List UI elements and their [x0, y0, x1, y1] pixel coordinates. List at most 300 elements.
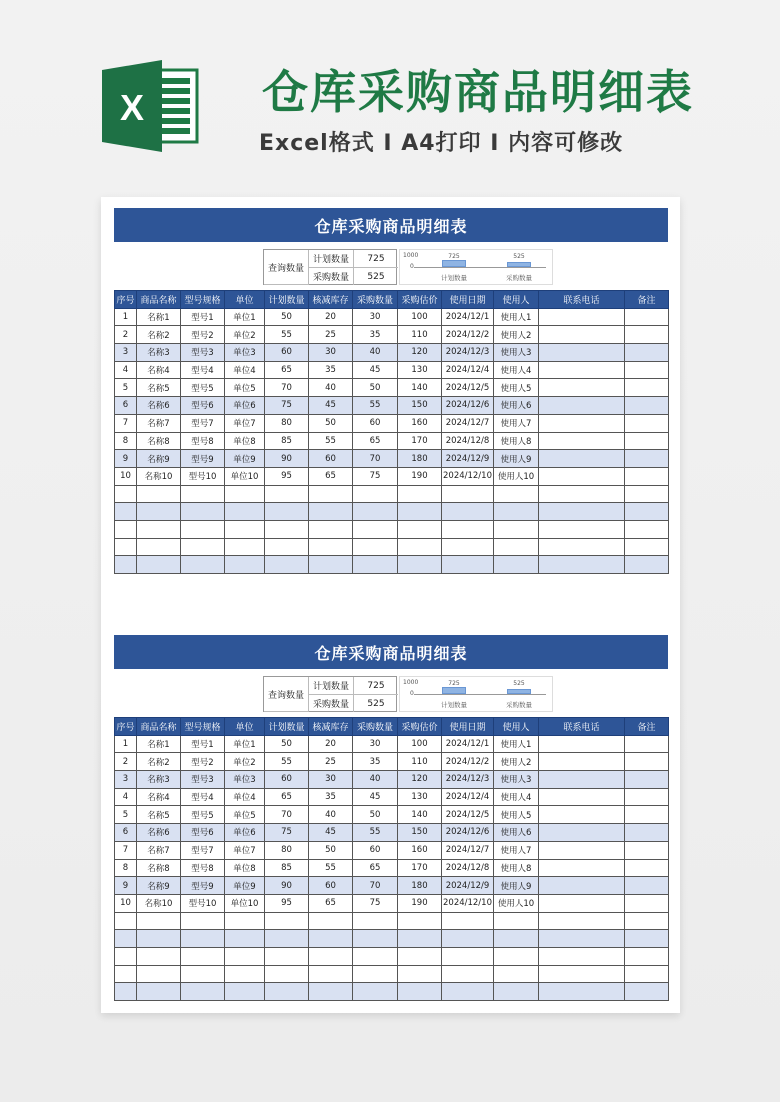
- table-cell[interactable]: 名称1: [137, 308, 181, 326]
- table-cell[interactable]: 6: [115, 824, 137, 842]
- table-cell[interactable]: [265, 983, 309, 1001]
- table-cell[interactable]: 2024/12/6: [442, 824, 494, 842]
- table-cell[interactable]: 150: [398, 397, 442, 415]
- table-cell[interactable]: 130: [398, 788, 442, 806]
- table-cell[interactable]: 2024/12/9: [442, 877, 494, 895]
- column-header[interactable]: 单位: [225, 718, 265, 736]
- table-cell[interactable]: 单位6: [225, 397, 265, 415]
- table-cell[interactable]: 70: [265, 806, 309, 824]
- query-purchase-value[interactable]: 525: [367, 271, 385, 282]
- table-cell[interactable]: [398, 947, 442, 965]
- table-cell[interactable]: 60: [309, 877, 353, 895]
- table-cell[interactable]: [398, 930, 442, 948]
- table-cell[interactable]: [442, 503, 494, 521]
- table-cell[interactable]: [539, 326, 625, 344]
- column-header[interactable]: 联系电话: [539, 291, 625, 309]
- table-cell[interactable]: 2: [115, 326, 137, 344]
- table-cell[interactable]: [115, 520, 137, 538]
- table-cell[interactable]: 120: [398, 771, 442, 789]
- table-cell[interactable]: [137, 556, 181, 574]
- table-cell[interactable]: [137, 520, 181, 538]
- table-cell[interactable]: 65: [265, 361, 309, 379]
- table-cell[interactable]: [225, 930, 265, 948]
- table-cell[interactable]: [539, 965, 625, 983]
- table-cell[interactable]: 单位4: [225, 361, 265, 379]
- table-cell[interactable]: 50: [309, 841, 353, 859]
- table-cell[interactable]: 80: [265, 841, 309, 859]
- table-cell[interactable]: 型号8: [181, 432, 225, 450]
- table-cell[interactable]: 7: [115, 841, 137, 859]
- table-cell[interactable]: 使用人10: [494, 894, 539, 912]
- table-cell[interactable]: [625, 450, 669, 468]
- table-cell[interactable]: [137, 538, 181, 556]
- table-cell[interactable]: 单位6: [225, 824, 265, 842]
- table-cell[interactable]: 30: [353, 735, 398, 753]
- table-cell[interactable]: [225, 912, 265, 930]
- table-cell[interactable]: 170: [398, 859, 442, 877]
- table-cell[interactable]: 使用人8: [494, 432, 539, 450]
- table-cell[interactable]: [625, 308, 669, 326]
- table-cell[interactable]: 型号8: [181, 859, 225, 877]
- table-cell[interactable]: [225, 520, 265, 538]
- table-cell[interactable]: 40: [309, 806, 353, 824]
- table-cell[interactable]: [115, 930, 137, 948]
- table-cell[interactable]: 名称6: [137, 397, 181, 415]
- table-cell[interactable]: 使用人2: [494, 753, 539, 771]
- table-cell[interactable]: 40: [309, 379, 353, 397]
- table-cell[interactable]: 50: [265, 308, 309, 326]
- table-cell[interactable]: [137, 930, 181, 948]
- table-cell[interactable]: 型号5: [181, 379, 225, 397]
- table-cell[interactable]: 80: [265, 414, 309, 432]
- table-cell[interactable]: 130: [398, 361, 442, 379]
- table-cell[interactable]: [625, 485, 669, 503]
- table-cell[interactable]: 名称9: [137, 877, 181, 895]
- table-cell[interactable]: [625, 965, 669, 983]
- table-cell[interactable]: 使用人9: [494, 877, 539, 895]
- table-cell[interactable]: [539, 308, 625, 326]
- table-cell[interactable]: [625, 806, 669, 824]
- table-cell[interactable]: 2024/12/7: [442, 414, 494, 432]
- table-cell[interactable]: 70: [353, 877, 398, 895]
- table-cell[interactable]: [353, 912, 398, 930]
- table-cell[interactable]: 2: [115, 753, 137, 771]
- table-cell[interactable]: 65: [353, 859, 398, 877]
- table-cell[interactable]: [539, 556, 625, 574]
- table-cell[interactable]: 使用人6: [494, 824, 539, 842]
- table-cell[interactable]: [225, 983, 265, 1001]
- table-cell[interactable]: 型号3: [181, 771, 225, 789]
- table-cell[interactable]: [181, 485, 225, 503]
- table-cell[interactable]: [309, 503, 353, 521]
- table-cell[interactable]: 使用人8: [494, 859, 539, 877]
- table-cell[interactable]: 单位8: [225, 859, 265, 877]
- table-cell[interactable]: [539, 485, 625, 503]
- table-cell[interactable]: [494, 503, 539, 521]
- table-cell[interactable]: [539, 788, 625, 806]
- table-cell[interactable]: [539, 361, 625, 379]
- table-cell[interactable]: 名称7: [137, 841, 181, 859]
- table-cell[interactable]: 35: [353, 753, 398, 771]
- table-cell[interactable]: 90: [265, 450, 309, 468]
- table-cell[interactable]: 2024/12/8: [442, 859, 494, 877]
- table-cell[interactable]: [442, 930, 494, 948]
- table-cell[interactable]: [309, 930, 353, 948]
- query-plan-value[interactable]: 725: [354, 250, 398, 268]
- table-cell[interactable]: 型号4: [181, 788, 225, 806]
- table-cell[interactable]: 5: [115, 379, 137, 397]
- table-cell[interactable]: 使用人4: [494, 788, 539, 806]
- table-cell[interactable]: 2024/12/5: [442, 806, 494, 824]
- table-cell[interactable]: 使用人1: [494, 735, 539, 753]
- column-header[interactable]: 核减库存: [309, 291, 353, 309]
- table-cell[interactable]: [539, 735, 625, 753]
- table-cell[interactable]: [225, 965, 265, 983]
- table-cell[interactable]: [539, 520, 625, 538]
- table-cell[interactable]: 名称5: [137, 379, 181, 397]
- table-cell[interactable]: 型号3: [181, 344, 225, 362]
- table-cell[interactable]: [539, 379, 625, 397]
- table-cell[interactable]: 75: [353, 894, 398, 912]
- table-cell[interactable]: 85: [265, 432, 309, 450]
- table-cell[interactable]: 2024/12/1: [442, 735, 494, 753]
- column-header[interactable]: 使用日期: [442, 291, 494, 309]
- table-cell[interactable]: 单位10: [225, 467, 265, 485]
- table-cell[interactable]: [309, 983, 353, 1001]
- table-cell[interactable]: 型号6: [181, 397, 225, 415]
- table-cell[interactable]: [181, 538, 225, 556]
- table-cell[interactable]: 60: [353, 841, 398, 859]
- table-cell[interactable]: 使用人5: [494, 806, 539, 824]
- table-cell[interactable]: 10: [115, 894, 137, 912]
- table-cell[interactable]: 180: [398, 877, 442, 895]
- table-cell[interactable]: [398, 538, 442, 556]
- table-cell[interactable]: [265, 965, 309, 983]
- table-cell[interactable]: [115, 965, 137, 983]
- table-cell[interactable]: 名称3: [137, 344, 181, 362]
- table-cell[interactable]: [265, 947, 309, 965]
- table-cell[interactable]: 95: [265, 467, 309, 485]
- table-cell[interactable]: 型号1: [181, 735, 225, 753]
- table-cell[interactable]: 单位2: [225, 326, 265, 344]
- table-cell[interactable]: 45: [353, 361, 398, 379]
- table-cell[interactable]: 使用人2: [494, 326, 539, 344]
- table-cell[interactable]: 单位2: [225, 753, 265, 771]
- table-cell[interactable]: [398, 983, 442, 1001]
- table-cell[interactable]: 名称4: [137, 361, 181, 379]
- column-header[interactable]: 采购估价: [398, 718, 442, 736]
- table-cell[interactable]: 单位3: [225, 344, 265, 362]
- table-cell[interactable]: 型号2: [181, 753, 225, 771]
- table-cell[interactable]: 名称10: [137, 894, 181, 912]
- table-cell[interactable]: [625, 467, 669, 485]
- table-cell[interactable]: 55: [265, 326, 309, 344]
- table-cell[interactable]: [265, 912, 309, 930]
- table-cell[interactable]: [442, 947, 494, 965]
- table-cell[interactable]: 35: [309, 788, 353, 806]
- column-header[interactable]: 采购估价: [398, 291, 442, 309]
- table-cell[interactable]: 型号9: [181, 877, 225, 895]
- table-cell[interactable]: [225, 556, 265, 574]
- table-cell[interactable]: 9: [115, 450, 137, 468]
- table-cell[interactable]: [539, 859, 625, 877]
- column-header[interactable]: 计划数量: [265, 291, 309, 309]
- table-cell[interactable]: [398, 965, 442, 983]
- table-cell[interactable]: [115, 485, 137, 503]
- table-cell[interactable]: [625, 503, 669, 521]
- table-cell[interactable]: [137, 965, 181, 983]
- table-cell[interactable]: 70: [353, 450, 398, 468]
- table-cell[interactable]: 170: [398, 432, 442, 450]
- table-cell[interactable]: 使用人10: [494, 467, 539, 485]
- table-cell[interactable]: 30: [309, 771, 353, 789]
- column-header[interactable]: 单位: [225, 291, 265, 309]
- table-cell[interactable]: 60: [265, 344, 309, 362]
- table-cell[interactable]: [625, 947, 669, 965]
- table-cell[interactable]: [539, 771, 625, 789]
- table-cell[interactable]: 名称1: [137, 735, 181, 753]
- table-cell[interactable]: 75: [265, 824, 309, 842]
- table-cell[interactable]: [539, 983, 625, 1001]
- table-cell[interactable]: 5: [115, 806, 137, 824]
- table-cell[interactable]: 25: [309, 753, 353, 771]
- table-cell[interactable]: [353, 503, 398, 521]
- table-cell[interactable]: 使用人1: [494, 308, 539, 326]
- table-cell[interactable]: 型号10: [181, 467, 225, 485]
- table-cell[interactable]: 单位10: [225, 894, 265, 912]
- table-cell[interactable]: 型号2: [181, 326, 225, 344]
- table-cell[interactable]: 50: [353, 806, 398, 824]
- table-cell[interactable]: [137, 485, 181, 503]
- column-header[interactable]: 联系电话: [539, 718, 625, 736]
- table-cell[interactable]: [137, 503, 181, 521]
- table-cell[interactable]: [625, 894, 669, 912]
- table-cell[interactable]: [309, 947, 353, 965]
- table-cell[interactable]: 2024/12/5: [442, 379, 494, 397]
- column-header[interactable]: 型号规格: [181, 718, 225, 736]
- table-cell[interactable]: 110: [398, 753, 442, 771]
- table-cell[interactable]: 名称3: [137, 771, 181, 789]
- table-cell[interactable]: [181, 503, 225, 521]
- table-cell[interactable]: [398, 485, 442, 503]
- table-cell[interactable]: [309, 965, 353, 983]
- table-cell[interactable]: 名称9: [137, 450, 181, 468]
- table-cell[interactable]: 55: [265, 753, 309, 771]
- table-cell[interactable]: 140: [398, 806, 442, 824]
- column-header[interactable]: 序号: [115, 291, 137, 309]
- table-cell[interactable]: 60: [309, 450, 353, 468]
- table-cell[interactable]: 120: [398, 344, 442, 362]
- table-cell[interactable]: [442, 556, 494, 574]
- table-cell[interactable]: [625, 379, 669, 397]
- table-cell[interactable]: [539, 503, 625, 521]
- table-cell[interactable]: [115, 503, 137, 521]
- table-cell[interactable]: 使用人9: [494, 450, 539, 468]
- table-cell[interactable]: [625, 414, 669, 432]
- table-cell[interactable]: 40: [353, 771, 398, 789]
- table-cell[interactable]: [625, 788, 669, 806]
- table-cell[interactable]: [539, 467, 625, 485]
- column-header[interactable]: 使用人: [494, 291, 539, 309]
- table-cell[interactable]: [539, 806, 625, 824]
- table-cell[interactable]: [539, 930, 625, 948]
- table-cell[interactable]: 型号9: [181, 450, 225, 468]
- table-cell[interactable]: 100: [398, 735, 442, 753]
- table-cell[interactable]: [225, 538, 265, 556]
- table-cell[interactable]: 55: [309, 859, 353, 877]
- table-cell[interactable]: 45: [309, 397, 353, 415]
- table-cell[interactable]: [494, 538, 539, 556]
- table-cell[interactable]: [137, 947, 181, 965]
- table-cell[interactable]: [494, 485, 539, 503]
- column-header[interactable]: 备注: [625, 291, 669, 309]
- table-cell[interactable]: 4: [115, 361, 137, 379]
- table-cell[interactable]: [625, 735, 669, 753]
- table-cell[interactable]: 使用人5: [494, 379, 539, 397]
- table-cell[interactable]: 名称8: [137, 432, 181, 450]
- table-cell[interactable]: [398, 912, 442, 930]
- table-cell[interactable]: 2024/12/4: [442, 361, 494, 379]
- table-cell[interactable]: 150: [398, 824, 442, 842]
- table-cell[interactable]: 60: [265, 771, 309, 789]
- table-cell[interactable]: 型号7: [181, 414, 225, 432]
- table-cell[interactable]: [225, 503, 265, 521]
- table-cell[interactable]: [137, 983, 181, 1001]
- table-cell[interactable]: [181, 930, 225, 948]
- table-cell[interactable]: 单位5: [225, 806, 265, 824]
- query-purchase-value[interactable]: 525: [367, 698, 385, 709]
- table-cell[interactable]: [442, 912, 494, 930]
- table-cell[interactable]: [625, 344, 669, 362]
- column-header[interactable]: 计划数量: [265, 718, 309, 736]
- table-cell[interactable]: 30: [309, 344, 353, 362]
- table-cell[interactable]: 使用人3: [494, 771, 539, 789]
- table-cell[interactable]: [539, 824, 625, 842]
- table-cell[interactable]: [625, 930, 669, 948]
- table-cell[interactable]: [353, 485, 398, 503]
- table-cell[interactable]: [625, 824, 669, 842]
- table-cell[interactable]: [539, 397, 625, 415]
- column-header[interactable]: 采购数量: [353, 291, 398, 309]
- table-cell[interactable]: 160: [398, 841, 442, 859]
- table-cell[interactable]: 30: [353, 308, 398, 326]
- table-cell[interactable]: 8: [115, 859, 137, 877]
- table-cell[interactable]: 45: [353, 788, 398, 806]
- table-cell[interactable]: [442, 538, 494, 556]
- table-cell[interactable]: [539, 753, 625, 771]
- column-header[interactable]: 使用日期: [442, 718, 494, 736]
- table-cell[interactable]: 7: [115, 414, 137, 432]
- table-cell[interactable]: 2024/12/6: [442, 397, 494, 415]
- table-cell[interactable]: 100: [398, 308, 442, 326]
- table-cell[interactable]: 型号1: [181, 308, 225, 326]
- table-cell[interactable]: 使用人7: [494, 414, 539, 432]
- table-cell[interactable]: [181, 947, 225, 965]
- table-cell[interactable]: 55: [353, 397, 398, 415]
- table-cell[interactable]: 名称10: [137, 467, 181, 485]
- table-cell[interactable]: 3: [115, 344, 137, 362]
- table-cell[interactable]: [309, 538, 353, 556]
- table-cell[interactable]: 190: [398, 467, 442, 485]
- table-cell[interactable]: 名称8: [137, 859, 181, 877]
- table-cell[interactable]: [539, 912, 625, 930]
- table-cell[interactable]: [625, 538, 669, 556]
- table-cell[interactable]: [539, 841, 625, 859]
- table-cell[interactable]: 单位3: [225, 771, 265, 789]
- table-cell[interactable]: [494, 983, 539, 1001]
- table-cell[interactable]: 单位7: [225, 841, 265, 859]
- table-cell[interactable]: 2024/12/10: [442, 467, 494, 485]
- table-cell[interactable]: [625, 326, 669, 344]
- table-cell[interactable]: [398, 503, 442, 521]
- table-cell[interactable]: 2024/12/9: [442, 450, 494, 468]
- table-cell[interactable]: 2024/12/3: [442, 771, 494, 789]
- table-cell[interactable]: 型号10: [181, 894, 225, 912]
- table-cell[interactable]: 95: [265, 894, 309, 912]
- table-cell[interactable]: 65: [309, 894, 353, 912]
- table-cell[interactable]: 10: [115, 467, 137, 485]
- table-cell[interactable]: [309, 912, 353, 930]
- table-cell[interactable]: [442, 485, 494, 503]
- table-cell[interactable]: [625, 361, 669, 379]
- table-cell[interactable]: 2024/12/10: [442, 894, 494, 912]
- column-header[interactable]: 备注: [625, 718, 669, 736]
- table-cell[interactable]: [625, 397, 669, 415]
- table-cell[interactable]: 65: [309, 467, 353, 485]
- table-cell[interactable]: 8: [115, 432, 137, 450]
- column-header[interactable]: 采购数量: [353, 718, 398, 736]
- table-cell[interactable]: [539, 450, 625, 468]
- table-cell[interactable]: 180: [398, 450, 442, 468]
- table-cell[interactable]: 190: [398, 894, 442, 912]
- table-cell[interactable]: 50: [309, 414, 353, 432]
- table-cell[interactable]: [265, 503, 309, 521]
- table-cell[interactable]: [442, 983, 494, 1001]
- table-cell[interactable]: [625, 912, 669, 930]
- table-cell[interactable]: [539, 894, 625, 912]
- column-header[interactable]: 核减库存: [309, 718, 353, 736]
- table-cell[interactable]: [442, 520, 494, 538]
- table-cell[interactable]: 110: [398, 326, 442, 344]
- table-cell[interactable]: [625, 983, 669, 1001]
- table-cell[interactable]: 单位9: [225, 877, 265, 895]
- table-cell[interactable]: [625, 859, 669, 877]
- column-header[interactable]: 使用人: [494, 718, 539, 736]
- table-cell[interactable]: 160: [398, 414, 442, 432]
- table-cell[interactable]: [265, 538, 309, 556]
- query-plan-value[interactable]: 725: [354, 677, 398, 695]
- table-cell[interactable]: 2024/12/8: [442, 432, 494, 450]
- table-cell[interactable]: 单位1: [225, 308, 265, 326]
- table-cell[interactable]: 2024/12/1: [442, 308, 494, 326]
- table-cell[interactable]: 2024/12/2: [442, 326, 494, 344]
- table-cell[interactable]: 55: [309, 432, 353, 450]
- table-cell[interactable]: [494, 556, 539, 574]
- table-cell[interactable]: [539, 877, 625, 895]
- table-cell[interactable]: [115, 538, 137, 556]
- table-cell[interactable]: [353, 930, 398, 948]
- table-cell[interactable]: 6: [115, 397, 137, 415]
- table-cell[interactable]: [625, 771, 669, 789]
- table-cell[interactable]: 型号6: [181, 824, 225, 842]
- table-cell[interactable]: [309, 485, 353, 503]
- table-cell[interactable]: 3: [115, 771, 137, 789]
- table-cell[interactable]: [181, 556, 225, 574]
- table-cell[interactable]: 使用人7: [494, 841, 539, 859]
- table-cell[interactable]: [265, 930, 309, 948]
- table-cell[interactable]: [625, 841, 669, 859]
- table-cell[interactable]: 单位4: [225, 788, 265, 806]
